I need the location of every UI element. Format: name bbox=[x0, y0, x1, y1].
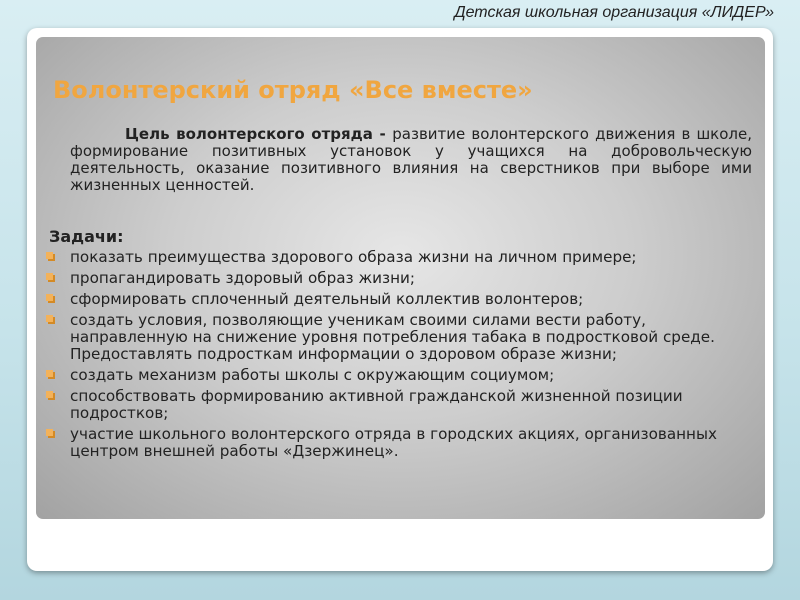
square-bullet-icon bbox=[46, 315, 56, 325]
square-bullet-icon bbox=[46, 391, 56, 401]
header-caption: Детская школьная организация «ЛИДЕР» bbox=[454, 4, 774, 21]
task-text: показать преимущества здорового образа жизни на личном примере; bbox=[70, 248, 637, 266]
tasks-heading: Задачи: bbox=[49, 227, 124, 246]
task-text: участие школьного волонтерского отряда в городских акциях, организованных центром внешней работы «Дзержинец». bbox=[70, 425, 717, 460]
task-item bbox=[44, 388, 748, 422]
slide-card bbox=[27, 28, 773, 571]
task-text: создать механизм работы школы с окружающим социумом; bbox=[70, 366, 555, 384]
slide-title: Волонтерский отряд «Все вместе» bbox=[53, 76, 533, 104]
task-item bbox=[44, 312, 748, 363]
task-item bbox=[44, 367, 748, 384]
square-bullet-icon bbox=[46, 429, 56, 439]
task-list bbox=[44, 249, 748, 464]
content-panel bbox=[36, 37, 765, 519]
task-item bbox=[44, 249, 748, 266]
task-text: пропагандировать здоровый образ жизни; bbox=[70, 269, 415, 287]
task-text: создать условия, позволяющие ученикам своими силами вести работу, направленную на снижение уровня потребления табака в подростковой среде. Предоставлять подросткам информации о здоровом образе жизни; bbox=[70, 311, 715, 363]
task-item bbox=[44, 426, 748, 460]
goal-label: Цель волонтерского отряда - bbox=[125, 125, 393, 143]
task-text: сформировать сплоченный деятельный коллектив волонтеров; bbox=[70, 290, 584, 308]
square-bullet-icon bbox=[46, 273, 56, 283]
square-bullet-icon bbox=[46, 370, 56, 380]
goal-text: развитие волонтерского движения в школе, формирование позитивных установок у учащихся на добровольческую деятельность, оказание позитивного влияния на сверстников при выборе ими жизненных ценностей. bbox=[70, 125, 752, 194]
square-bullet-icon bbox=[46, 294, 56, 304]
goal-paragraph bbox=[70, 126, 752, 194]
task-text: способствовать формированию активной гражданской жизненной позиции подростков; bbox=[70, 387, 683, 422]
square-bullet-icon bbox=[46, 252, 56, 262]
task-item bbox=[44, 270, 748, 287]
task-item bbox=[44, 291, 748, 308]
